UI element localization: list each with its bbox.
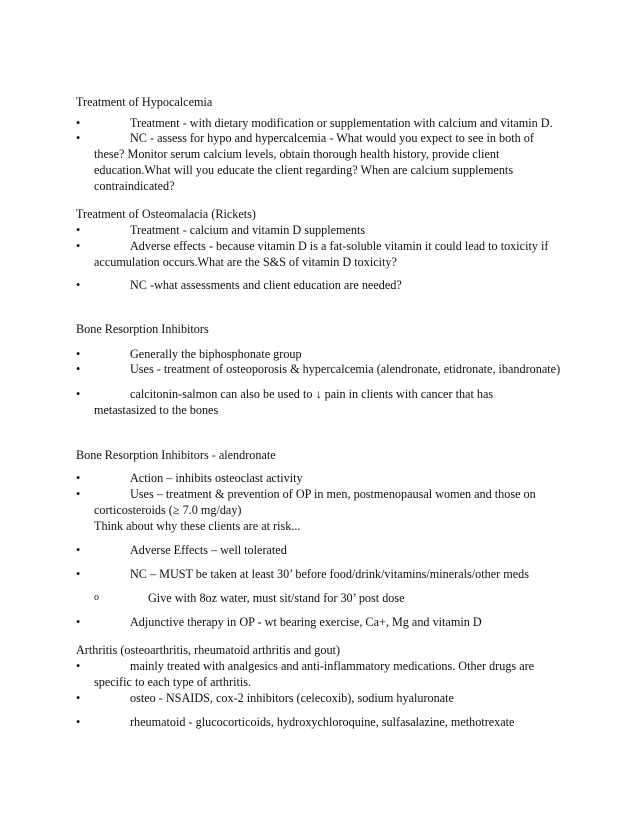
list-item	[76, 277, 556, 293]
list-item-text: NC -what assessments and client education are needed?	[130, 278, 402, 292]
list-item-text: rheumatoid - glucocorticoids, hydroxychloroquine, sulfasalazine, methotrexate	[130, 715, 515, 729]
list-item-text: Treatment - with dietary modification or supplementation with calcium and vitamin D.	[130, 116, 553, 130]
bullet-icon: •	[76, 347, 81, 361]
list-item	[76, 614, 556, 630]
list-item	[76, 690, 556, 706]
list-item	[76, 346, 556, 362]
section-heading-hypocalcemia: Treatment of Hypocalcemia	[76, 95, 213, 109]
list-item	[76, 470, 556, 486]
list-item-text: mainly treated with analgesics and anti-inflammatory medications. Other drugs are specific to each type of arthritis.	[94, 659, 535, 689]
list-item-text: Uses – treatment & prevention of OP in men, postmenopausal women and those on corticosteroids (≥ 7.0 mg/day)	[94, 487, 536, 517]
list-item	[76, 486, 556, 534]
bullet-icon: •	[76, 116, 81, 130]
bullet-icon: •	[76, 659, 81, 673]
list-item-text: Adjunctive therapy in OP - wt bearing exercise, Ca+, Mg and vitamin D	[130, 615, 482, 629]
list-item-text: Generally the biphosphonate group	[130, 347, 302, 361]
bullet-icon: •	[76, 487, 81, 501]
circle-bullet-icon: o	[94, 592, 99, 603]
list-item-text: Adverse effects - because vitamin D is a fat-soluble vitamin it could lead to toxicity if accumulation occurs.What are the S&S of vitamin D toxicity?	[94, 239, 549, 269]
bullet-icon: •	[76, 715, 81, 729]
list-item	[76, 238, 556, 270]
list-item	[76, 115, 556, 131]
bullet-icon: •	[76, 691, 81, 705]
bullet-icon: •	[76, 543, 81, 557]
bullet-icon: •	[76, 567, 81, 581]
list-item-note: Think about why these clients are at risk...	[94, 519, 301, 533]
bullet-icon: •	[76, 387, 81, 401]
list-item	[76, 386, 556, 418]
bullet-icon: •	[76, 223, 81, 237]
list-item	[76, 361, 561, 377]
bullet-icon: •	[76, 239, 81, 253]
section-heading-resorption: Bone Resorption Inhibitors	[76, 322, 209, 336]
list-item	[76, 222, 556, 238]
section-heading-arthritis: Arthritis (osteoarthritis, rheumatoid arthritis and gout)	[76, 643, 341, 657]
bullet-icon: •	[76, 131, 81, 145]
sub-list-item-text: Give with 8oz water, must sit/stand for 30’ post dose	[148, 591, 405, 605]
bullet-icon: •	[76, 615, 81, 629]
list-item-text: Adverse Effects – well tolerated	[130, 543, 287, 557]
list-item	[76, 566, 556, 582]
list-item-text: Uses - treatment of osteoporosis & hypercalcemia (alendronate, etidronate, ibandronate)	[130, 362, 561, 376]
list-item-text: Treatment - calcium and vitamin D supplements	[130, 223, 366, 237]
list-item-text: NC – MUST be taken at least 30’ before food/drink/vitamins/minerals/other meds	[130, 567, 529, 581]
list-item-text: Action – inhibits osteoclast activity	[130, 471, 303, 485]
list-item-text: NC - assess for hypo and hypercalcemia - What would you expect to see in both of these? Monitor serum calcium levels, obtain thorough health history, provide client education.What will you educate the client regarding? When are calcium supplements contraindicated?	[94, 131, 534, 193]
list-item	[76, 658, 556, 690]
list-item-text: calcitonin-salmon can also be used to ↓ pain in clients with cancer that has metastasized to the bones	[94, 387, 494, 417]
bullet-icon: •	[76, 278, 81, 292]
list-item	[76, 130, 556, 194]
sub-list-item	[76, 590, 556, 606]
bullet-icon: •	[76, 471, 81, 485]
list-item-text: osteo - NSAIDS, cox-2 inhibitors (celecoxib), sodium hyaluronate	[130, 691, 454, 705]
list-item	[76, 542, 556, 558]
bullet-icon: •	[76, 362, 81, 376]
section-heading-osteomalacia: Treatment of Osteomalacia (Rickets)	[76, 207, 256, 221]
list-item	[76, 714, 556, 730]
section-heading-alendronate: Bone Resorption Inhibitors - alendronate	[76, 448, 276, 462]
